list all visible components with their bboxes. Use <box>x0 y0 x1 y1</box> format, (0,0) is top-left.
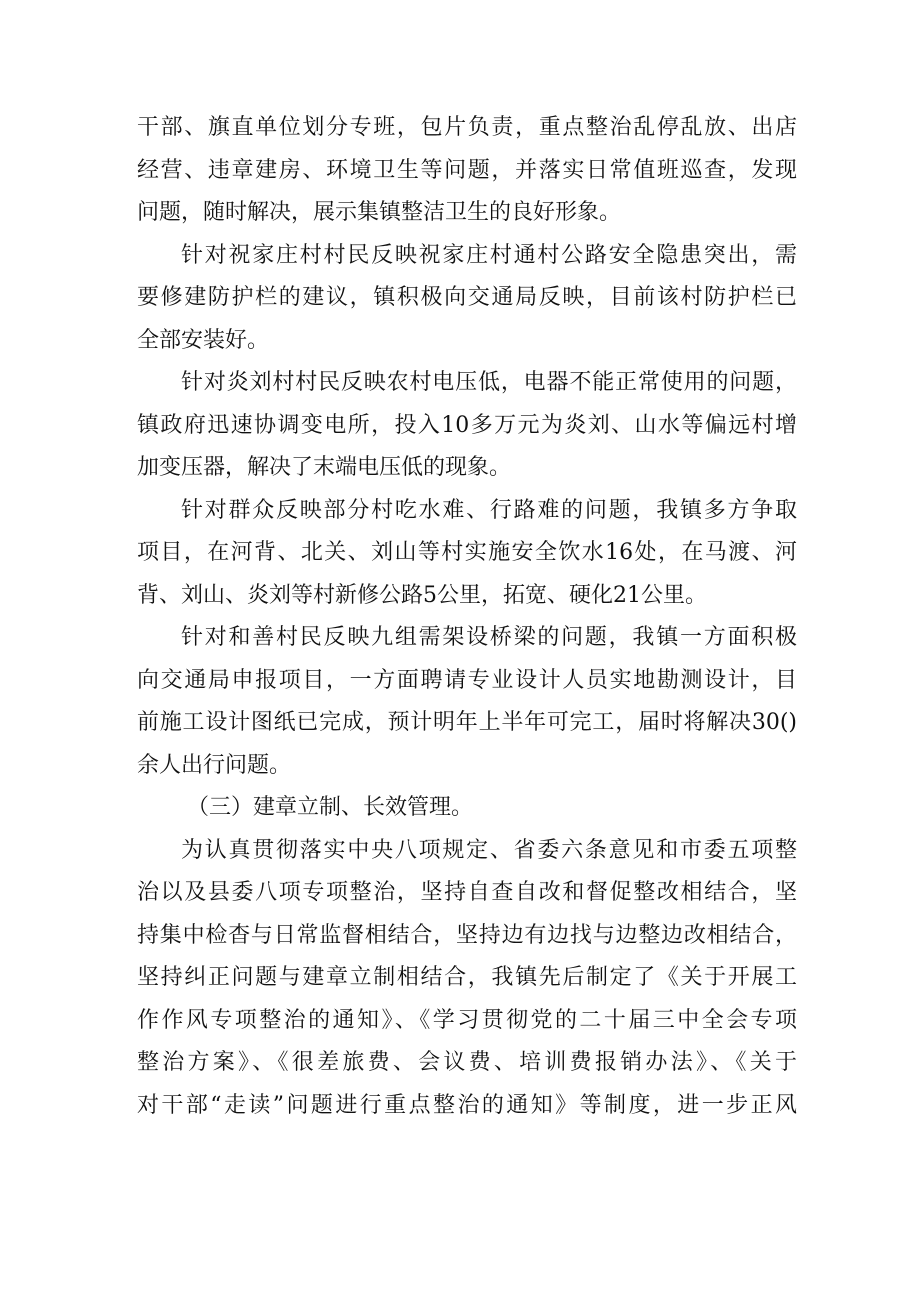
text-line: 前施工设计图纸已完成，预计明年上半年可完工，届时将解决30() <box>137 710 797 735</box>
text-line: 治以及县委八项专项整治，坚持自查自改和督促整改相结合，坚 <box>137 880 797 905</box>
paragraph-first-line: 针对炎刘村村民反映农村电压低，电器不能正常使用的问题， <box>181 370 797 395</box>
text-line: 经营、违章建房、环境卫生等问题，并落实日常值班巡查，发现 <box>137 157 797 183</box>
paragraph-first-line: 针对群众反映部分村吃水难、行路难的问题，我镇多方争取 <box>181 497 797 523</box>
text-line: 向交通局申报项目，一方面聘请专业设计人员实地勘测设计，目 <box>137 667 797 693</box>
text-line: 项目，在河背、北关、刘山等村实施安全饮水16处，在马渡、河 <box>137 540 797 565</box>
text-line: 全部安装好。 <box>137 327 270 353</box>
paragraph-first-line: 针对和善村民反映九组需架设桥梁的问题，我镇一方面积极 <box>181 625 797 650</box>
text-line: 整治方案》、《很差旅费、会议费、培训费报销办法》、《关于 <box>137 1050 797 1075</box>
text-line: 干部、旗直单位划分专班，包片负责，重点整治乱停乱放、出店 <box>137 115 797 140</box>
section-heading: （三）建章立制、长效管理。 <box>187 795 474 820</box>
text-line: 对干部“走读”问题进行重点整治的通知》等制度，进一步正风 <box>137 1092 797 1118</box>
text-line: 持集中检杳与日常监督相结合，坚持边有边找与边整边改相结合， <box>137 922 797 948</box>
text-line: 作作风专项整治的通知》、《学习贯彻党的二十届三中全会专项 <box>137 1007 797 1033</box>
document-body <box>137 107 797 1127</box>
text-line: 背、刘山、炎刘等村新修公路5公里，拓宽、硬化21公里。 <box>137 582 707 608</box>
paragraph-first-line: 为认真贯彻落实中央八项规定、省委六条意见和市委五项整 <box>181 837 797 863</box>
text-line: 加变压器，解决了末端电压低的现象。 <box>137 455 512 480</box>
text-line: 要修建防护栏的建议，镇积极向交通局反映，目前该村防护栏已 <box>137 285 797 310</box>
text-line: 问题，随时解决，展示集镇整洁卫生的良好形象。 <box>137 200 622 225</box>
text-line: 坚持纠正问题与建章立制相结合，我镇先后制定了《关于开展工 <box>137 965 797 990</box>
paragraph-first-line: 针对祝家庄村村民反映祝家庄村通村公路安全隐患突出，需 <box>181 242 797 268</box>
text-line: 余人出行问题。 <box>137 752 292 778</box>
text-line: 镇政府迅速协调变电所，投入10多万元为炎刘、山水等偏远村增 <box>137 412 797 438</box>
